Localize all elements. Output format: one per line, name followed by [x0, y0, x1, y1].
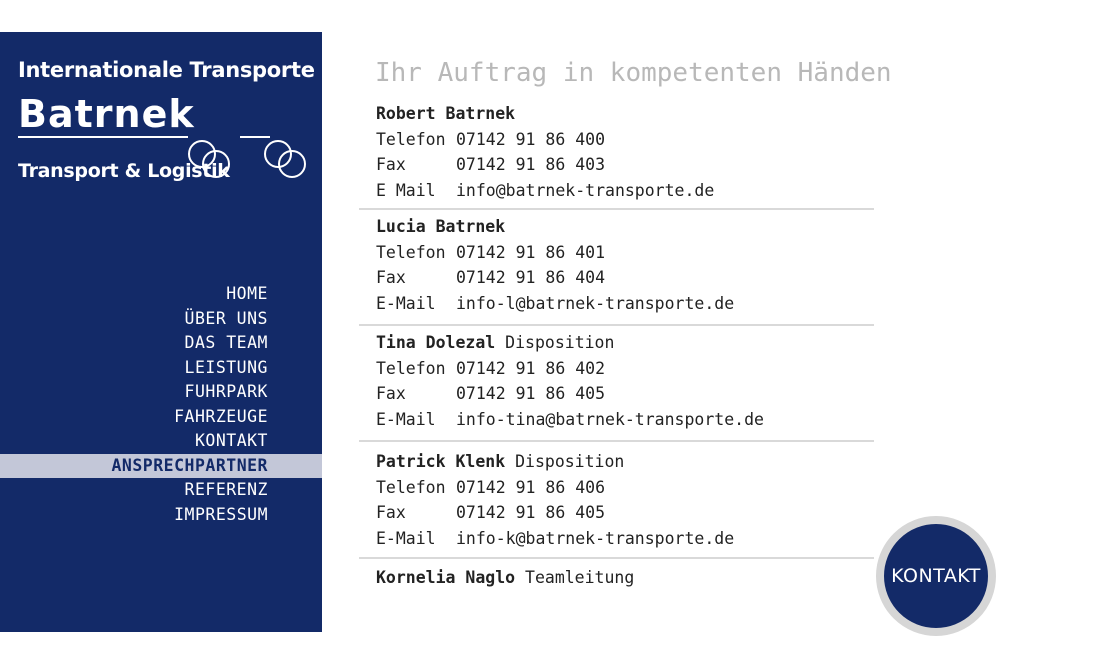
- fax-label: Fax: [376, 155, 406, 174]
- contact-name: Patrick Klenk: [376, 452, 506, 471]
- fax-value: 07142 91 86 405: [456, 384, 606, 403]
- contact-divider: [359, 208, 874, 210]
- nav-item-impressum[interactable]: IMPRESSUM: [174, 504, 268, 524]
- contact-divider: [359, 440, 874, 442]
- contact-name: Tina Dolezal: [376, 333, 496, 352]
- mail-label: E-Mail: [376, 293, 436, 313]
- phone-label: Telefon: [376, 129, 446, 149]
- contact-card-tina: [359, 330, 874, 432]
- nav-item-das-team[interactable]: DAS TEAM: [184, 333, 268, 352]
- contact-card-patrick: [359, 449, 874, 551]
- mail-link[interactable]: info@batrnek-transporte.de: [456, 180, 715, 200]
- mail-link[interactable]: info-l@batrnek-transporte.de: [456, 293, 735, 313]
- phone-label: Telefon: [376, 477, 446, 497]
- contact-role: Disposition: [505, 333, 615, 352]
- phone-value: 07142 91 86 406: [456, 477, 606, 497]
- contact-role: Teamleitung: [525, 568, 635, 587]
- fax-value: 07142 91 86 403: [456, 155, 606, 174]
- contact-card-lucia: [359, 214, 874, 316]
- phone-label: Telefon: [376, 242, 446, 262]
- phone-label: Telefon: [376, 358, 446, 378]
- contact-name: Lucia Batrnek: [376, 217, 506, 236]
- contact-card-kornelia: [359, 565, 874, 591]
- nav-item-ueber-uns[interactable]: ÜBER UNS: [184, 308, 268, 328]
- nav-item-leistung[interactable]: LEISTUNG: [184, 357, 268, 377]
- brand-name: Batrnek: [18, 92, 195, 136]
- nav-item-fahrzeuge[interactable]: FAHRZEUGE: [174, 406, 268, 426]
- phone-value: 07142 91 86 401: [456, 242, 606, 262]
- phone-value: 07142 91 86 402: [456, 358, 606, 378]
- nav-item-home[interactable]: HOME: [226, 284, 268, 303]
- kontakt-button-label: KONTAKT: [891, 565, 981, 587]
- main-nav: [0, 282, 322, 527]
- mail-label: E Mail: [376, 180, 436, 200]
- mail-label: E-Mail: [376, 528, 436, 548]
- brand-tagline: Transport & Logistik: [18, 160, 230, 182]
- fax-value: 07142 91 86 405: [456, 503, 606, 522]
- nav-item-fuhrpark[interactable]: FUHRPARK: [184, 382, 268, 401]
- kontakt-button[interactable]: [876, 516, 996, 636]
- brand-underline: [18, 136, 188, 138]
- nav-item-ansprechpartner[interactable]: ANSPRECHPARTNER: [0, 454, 322, 479]
- fax-value: 07142 91 86 404: [456, 268, 606, 287]
- page-heading: Ihr Auftrag in kompetenten Händen: [375, 58, 892, 88]
- phone-value: 07142 91 86 400: [456, 129, 606, 149]
- fax-label: Fax: [376, 384, 406, 403]
- contact-role: Disposition: [515, 452, 625, 471]
- mail-link[interactable]: info-tina@batrnek-transporte.de: [456, 409, 764, 429]
- nav-item-referenz[interactable]: REFERENZ: [184, 480, 268, 499]
- contact-card-robert: [359, 101, 874, 203]
- contact-divider: [359, 324, 874, 326]
- fax-label: Fax: [376, 268, 406, 287]
- contact-name: Robert Batrnek: [376, 104, 516, 123]
- contact-divider: [359, 557, 874, 559]
- brand-line1: Internationale Transporte: [18, 58, 315, 82]
- nav-item-kontakt[interactable]: KONTAKT: [194, 431, 268, 450]
- mail-link[interactable]: info-k@batrnek-transporte.de: [456, 528, 735, 548]
- fax-label: Fax: [376, 503, 406, 522]
- contact-name: Kornelia Naglo: [376, 568, 516, 587]
- rings-logo-icon-right: [262, 105, 310, 185]
- mail-label: E-Mail: [376, 409, 436, 429]
